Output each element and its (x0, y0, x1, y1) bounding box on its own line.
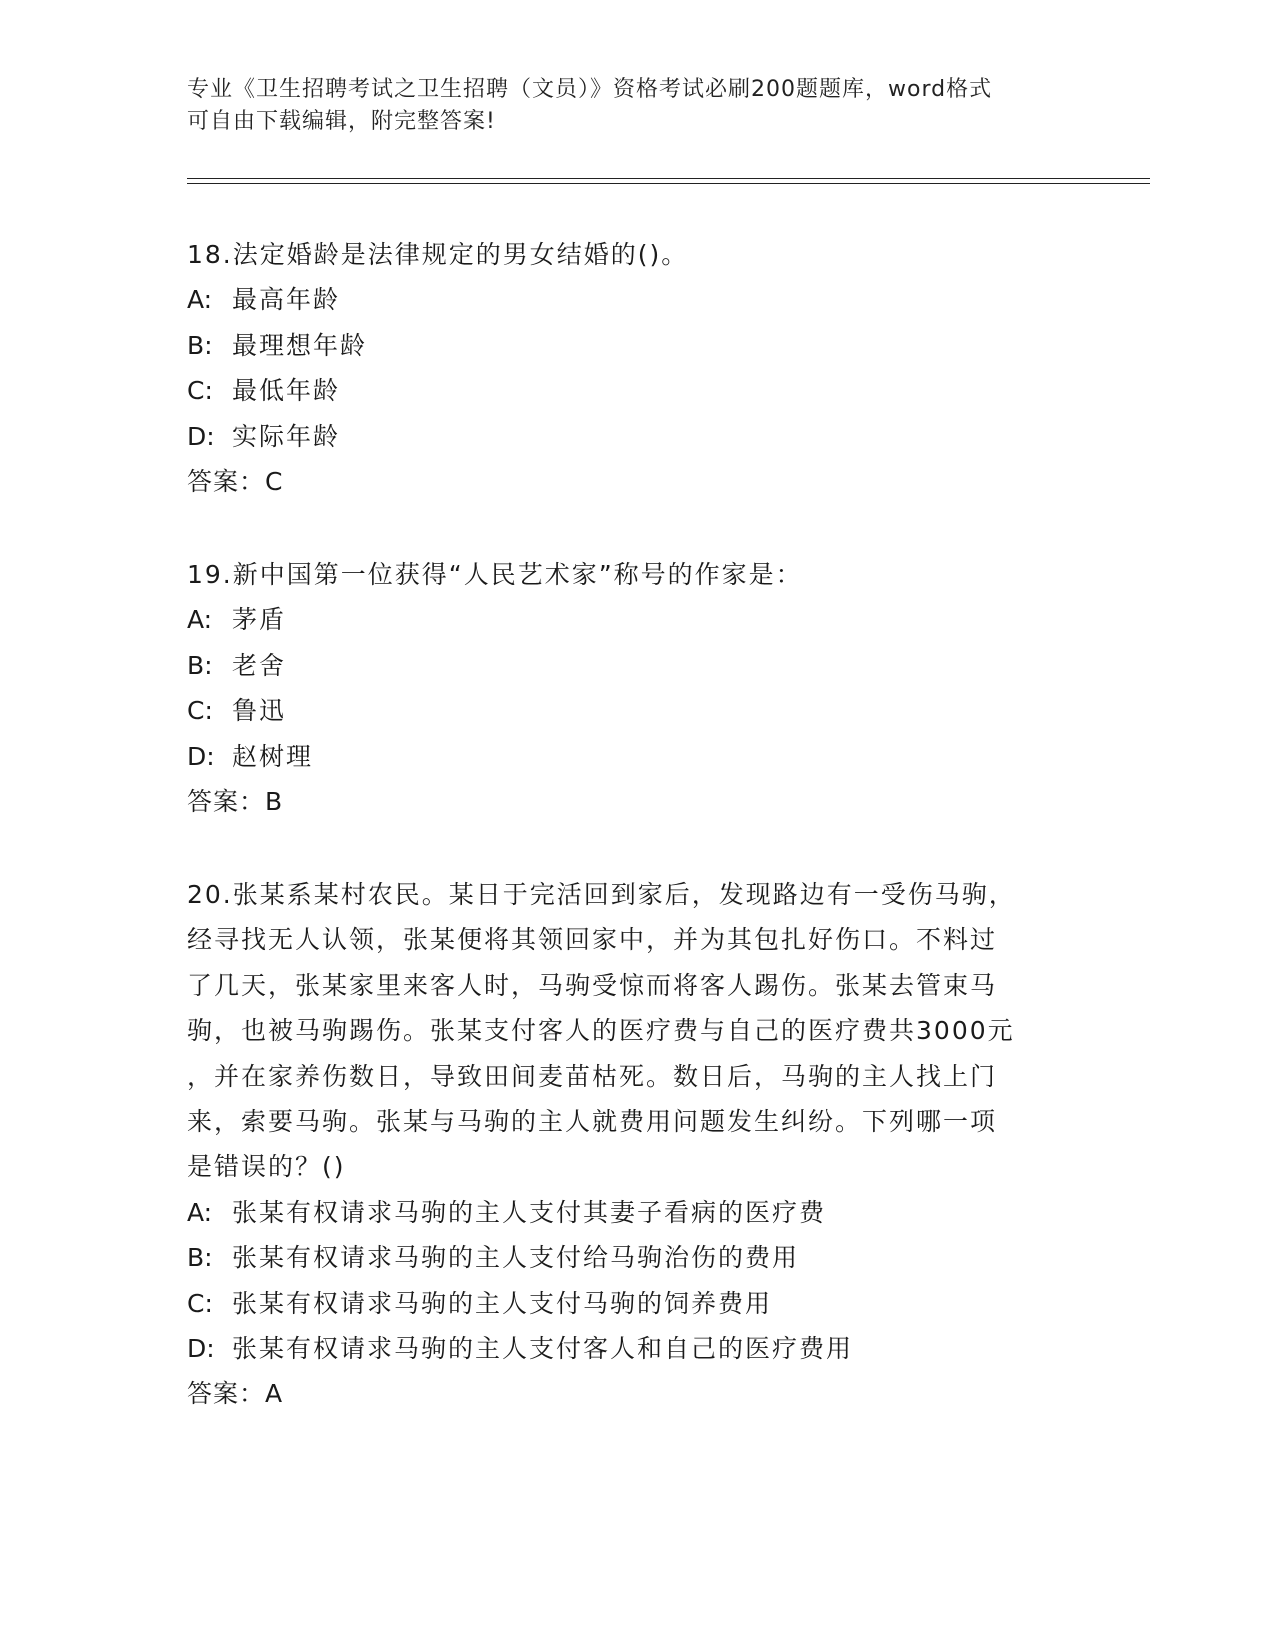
option-key: B: (187, 1243, 213, 1273)
question-stem-line: 20.张某系某村农民。某日于完活回到家后，发现路边有一受伤马驹， (187, 880, 1016, 909)
header-line-1: 专业《卫生招聘考试之卫生招聘（文员）》资格考试必刷200题题库，word格式 (187, 77, 993, 102)
question-stem-line: 驹，也被马驹踢伤。张某支付客人的医疗费与自己的医疗费共3000元 (187, 1016, 1015, 1046)
option-key: B: (187, 330, 213, 360)
question-20 (187, 872, 1087, 1416)
option-text: 鲁迅 (232, 696, 287, 726)
question-19 (187, 552, 1087, 824)
question-stem: 19.新中国第一位获得“人民艺术家”称号的作家是： (187, 560, 803, 589)
option-a (187, 1190, 1087, 1235)
question-stem-line: ，并在家养伤数日，导致田间麦苗枯死。数日后，马驹的主人找上门 (187, 1061, 998, 1091)
option-text: 赵树理 (232, 741, 314, 771)
question-stem-line: 来，索要马驹。张某与马驹的主人就费用问题发生纠纷。下列哪一项 (187, 1106, 998, 1136)
option-key: C: (187, 696, 213, 726)
option-b (187, 323, 1087, 368)
option-text: 最理想年龄 (232, 330, 368, 360)
header-divider-top (187, 178, 1150, 179)
question-18 (187, 232, 1087, 504)
answer-line: 答案：B (187, 786, 284, 816)
option-text: 张某有权请求马驹的主人支付其妻子看病的医疗费 (232, 1197, 827, 1227)
option-key: D: (187, 741, 215, 771)
option-text: 老舍 (232, 650, 287, 680)
option-text: 张某有权请求马驹的主人支付给马驹治伤的费用 (232, 1243, 800, 1273)
document-header (187, 74, 1087, 138)
option-key: A: (187, 605, 213, 635)
option-text: 张某有权请求马驹的主人支付客人和自己的医疗费用 (232, 1333, 854, 1363)
option-key: C: (187, 376, 213, 406)
option-text: 张某有权请求马驹的主人支付马驹的饲养费用 (232, 1288, 773, 1318)
option-b (187, 643, 1087, 688)
option-key: D: (187, 1333, 215, 1363)
header-line-2: 可自由下载编辑，附完整答案! (187, 109, 496, 134)
option-text: 茅盾 (232, 605, 287, 635)
option-d (187, 414, 1087, 459)
answer-line: 答案：C (187, 466, 284, 496)
option-a (187, 597, 1087, 642)
question-stem: 18.法定婚龄是法律规定的男女结婚的()。 (187, 240, 689, 269)
header-divider-bottom (187, 183, 1150, 184)
question-stem-line: 是错误的？() (187, 1152, 346, 1182)
option-key: A: (187, 1197, 213, 1227)
option-c (187, 368, 1087, 413)
option-text: 最高年龄 (232, 285, 341, 315)
answer-line: 答案：A (187, 1379, 284, 1409)
option-d (187, 734, 1087, 779)
option-key: A: (187, 285, 213, 315)
option-key: B: (187, 650, 213, 680)
option-b (187, 1235, 1087, 1280)
option-d (187, 1326, 1087, 1371)
question-stem-line: 了几天，张某家里来客人时，马驹受惊而将客人踢伤。张某去管束马 (187, 970, 998, 1000)
option-key: C: (187, 1288, 213, 1318)
question-stem-line: 经寻找无人认领，张某便将其领回家中，并为其包扎好伤口。不料过 (187, 925, 998, 955)
option-a (187, 277, 1087, 322)
option-text: 实际年龄 (232, 421, 341, 451)
option-text: 最低年龄 (232, 376, 341, 406)
option-c (187, 1281, 1087, 1326)
option-key: D: (187, 421, 215, 451)
option-c (187, 688, 1087, 733)
